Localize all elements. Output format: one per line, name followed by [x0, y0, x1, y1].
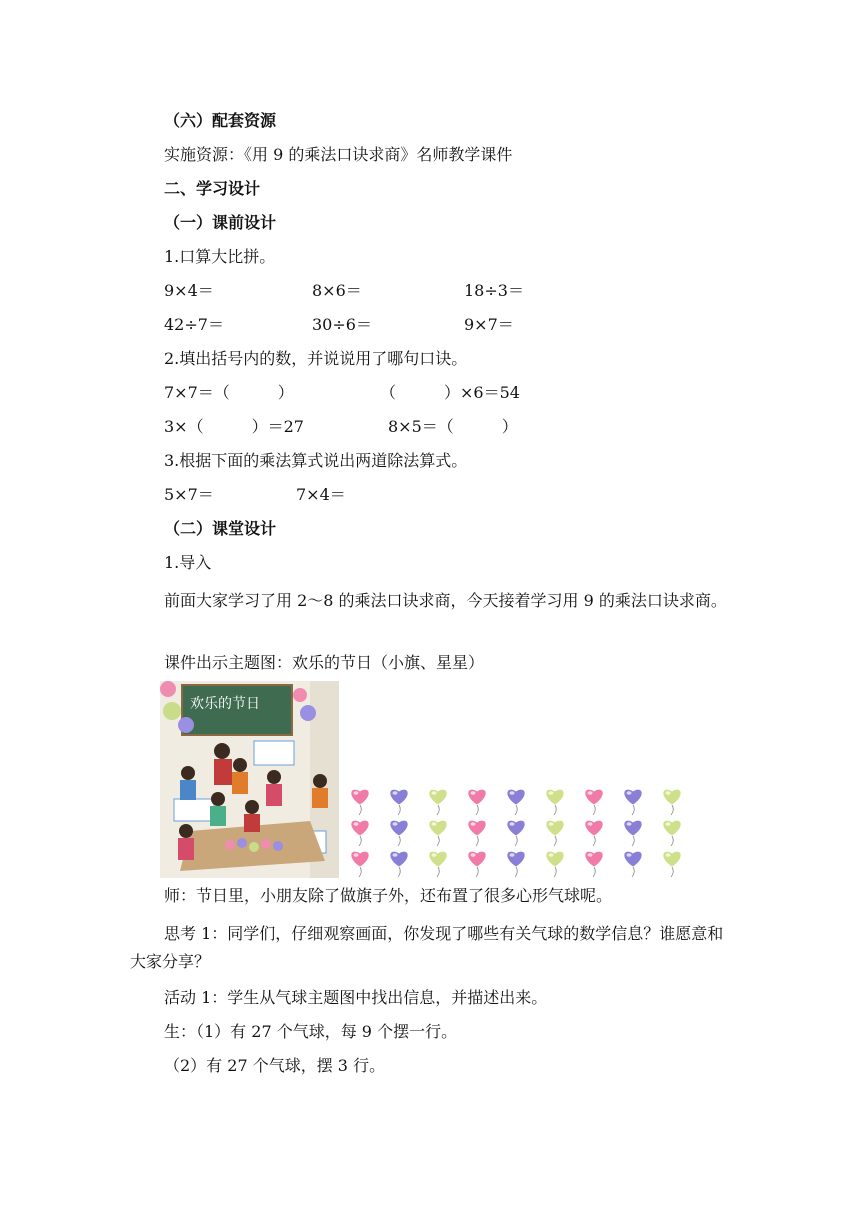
- heart-balloon: [546, 789, 564, 815]
- exercise2-r2-c1: 3×（ ）＝27: [164, 417, 304, 436]
- exercise1-r2-c3: 9×7＝: [464, 315, 514, 334]
- heart-balloon: [429, 789, 447, 815]
- exercise1-r1-c1: 9×4＝: [164, 281, 214, 300]
- heart-balloon: [507, 789, 525, 815]
- exercise1-r1-c3: 18÷3＝: [464, 281, 524, 300]
- heart-balloon: [585, 820, 603, 846]
- exercise3-r1-c1: 5×7＝: [164, 485, 214, 504]
- heart-balloon: [546, 851, 564, 877]
- heart-balloon: [585, 789, 603, 815]
- heart-balloon: [663, 851, 681, 877]
- exercise2-r1-c1: 7×7＝（ ）: [164, 383, 294, 402]
- exercise2-title: 2.填出括号内的数，并说说用了哪句口诀。: [164, 349, 468, 368]
- exercise3-r1-c2: 7×4＝: [296, 485, 346, 504]
- heart-balloon: [624, 851, 642, 877]
- heart-balloon: [507, 851, 525, 877]
- exercise1-title: 1.口算大比拼。: [164, 247, 276, 266]
- heart-balloon: [468, 820, 486, 846]
- heart-balloon: [351, 820, 369, 846]
- exercise1-r1-c2: 8×6＝: [312, 281, 362, 300]
- teacher-line: 师：节日里，小朋友除了做旗子外，还布置了很多心形气球呢。: [164, 886, 613, 905]
- heart-balloon: [585, 851, 603, 877]
- heart-balloon: [468, 789, 486, 815]
- heart-balloon: [546, 820, 564, 846]
- heart-balloon: [507, 820, 525, 846]
- exercise1-r2-c2: 30÷6＝: [312, 315, 372, 334]
- heart-balloon: [351, 789, 369, 815]
- heart-balloon: [663, 789, 681, 815]
- heart-balloon: [429, 820, 447, 846]
- exercise2-r2-c2: 8×5＝（ ）: [388, 417, 518, 436]
- heart-balloon: [351, 851, 369, 877]
- classroom-heading: （二）课堂设计: [164, 519, 277, 538]
- student-answer-2: （2）有 27 个气球，摆 3 行。: [164, 1056, 386, 1075]
- intro-title: 1.导入: [164, 553, 212, 572]
- heart-balloon: [468, 851, 486, 877]
- intro-paragraph: 前面大家学习了用 2～8 的乘法口诀求商，今天接着学习用 9 的乘法口诀求商。: [164, 591, 727, 610]
- board-title: 欢乐的节日: [190, 696, 260, 712]
- think1-paragraph: 思考 1：同学们，仔细观察画面，你发现了哪些有关气球的数学信息？谁愿意和大家分享？: [130, 924, 724, 971]
- pre-class-heading: （一）课前设计: [164, 213, 277, 232]
- heart-balloon: [429, 851, 447, 877]
- exercise3-title: 3.根据下面的乘法算式说出两道除法算式。: [164, 451, 468, 470]
- heart-balloon: [624, 820, 642, 846]
- resources-heading: （六）配套资源: [164, 111, 277, 130]
- resources-line: 实施资源：《用 9 的乘法口诀求商》名师教学课件: [164, 145, 513, 164]
- exercise1-r2-c1: 42÷7＝: [164, 315, 224, 334]
- heart-balloons-grid: [344, 784, 688, 878]
- theme-illustration: [160, 681, 339, 878]
- heart-balloon: [390, 820, 408, 846]
- heart-balloon: [624, 789, 642, 815]
- exercise2-r1-c2: （ ）×6＝54: [380, 383, 520, 402]
- activity1-line: 活动 1：学生从气球主题图中找出信息，并描述出来。: [164, 988, 548, 1007]
- heart-balloon: [663, 820, 681, 846]
- part2-heading: 二、学习设计: [164, 179, 261, 198]
- heart-balloon: [390, 789, 408, 815]
- student-answer-1: 生：（1）有 27 个气球，每 9 个摆一行。: [164, 1022, 458, 1041]
- courseware-line: 课件出示主题图：欢乐的节日（小旗、星星）: [164, 653, 485, 672]
- heart-balloon: [390, 851, 408, 877]
